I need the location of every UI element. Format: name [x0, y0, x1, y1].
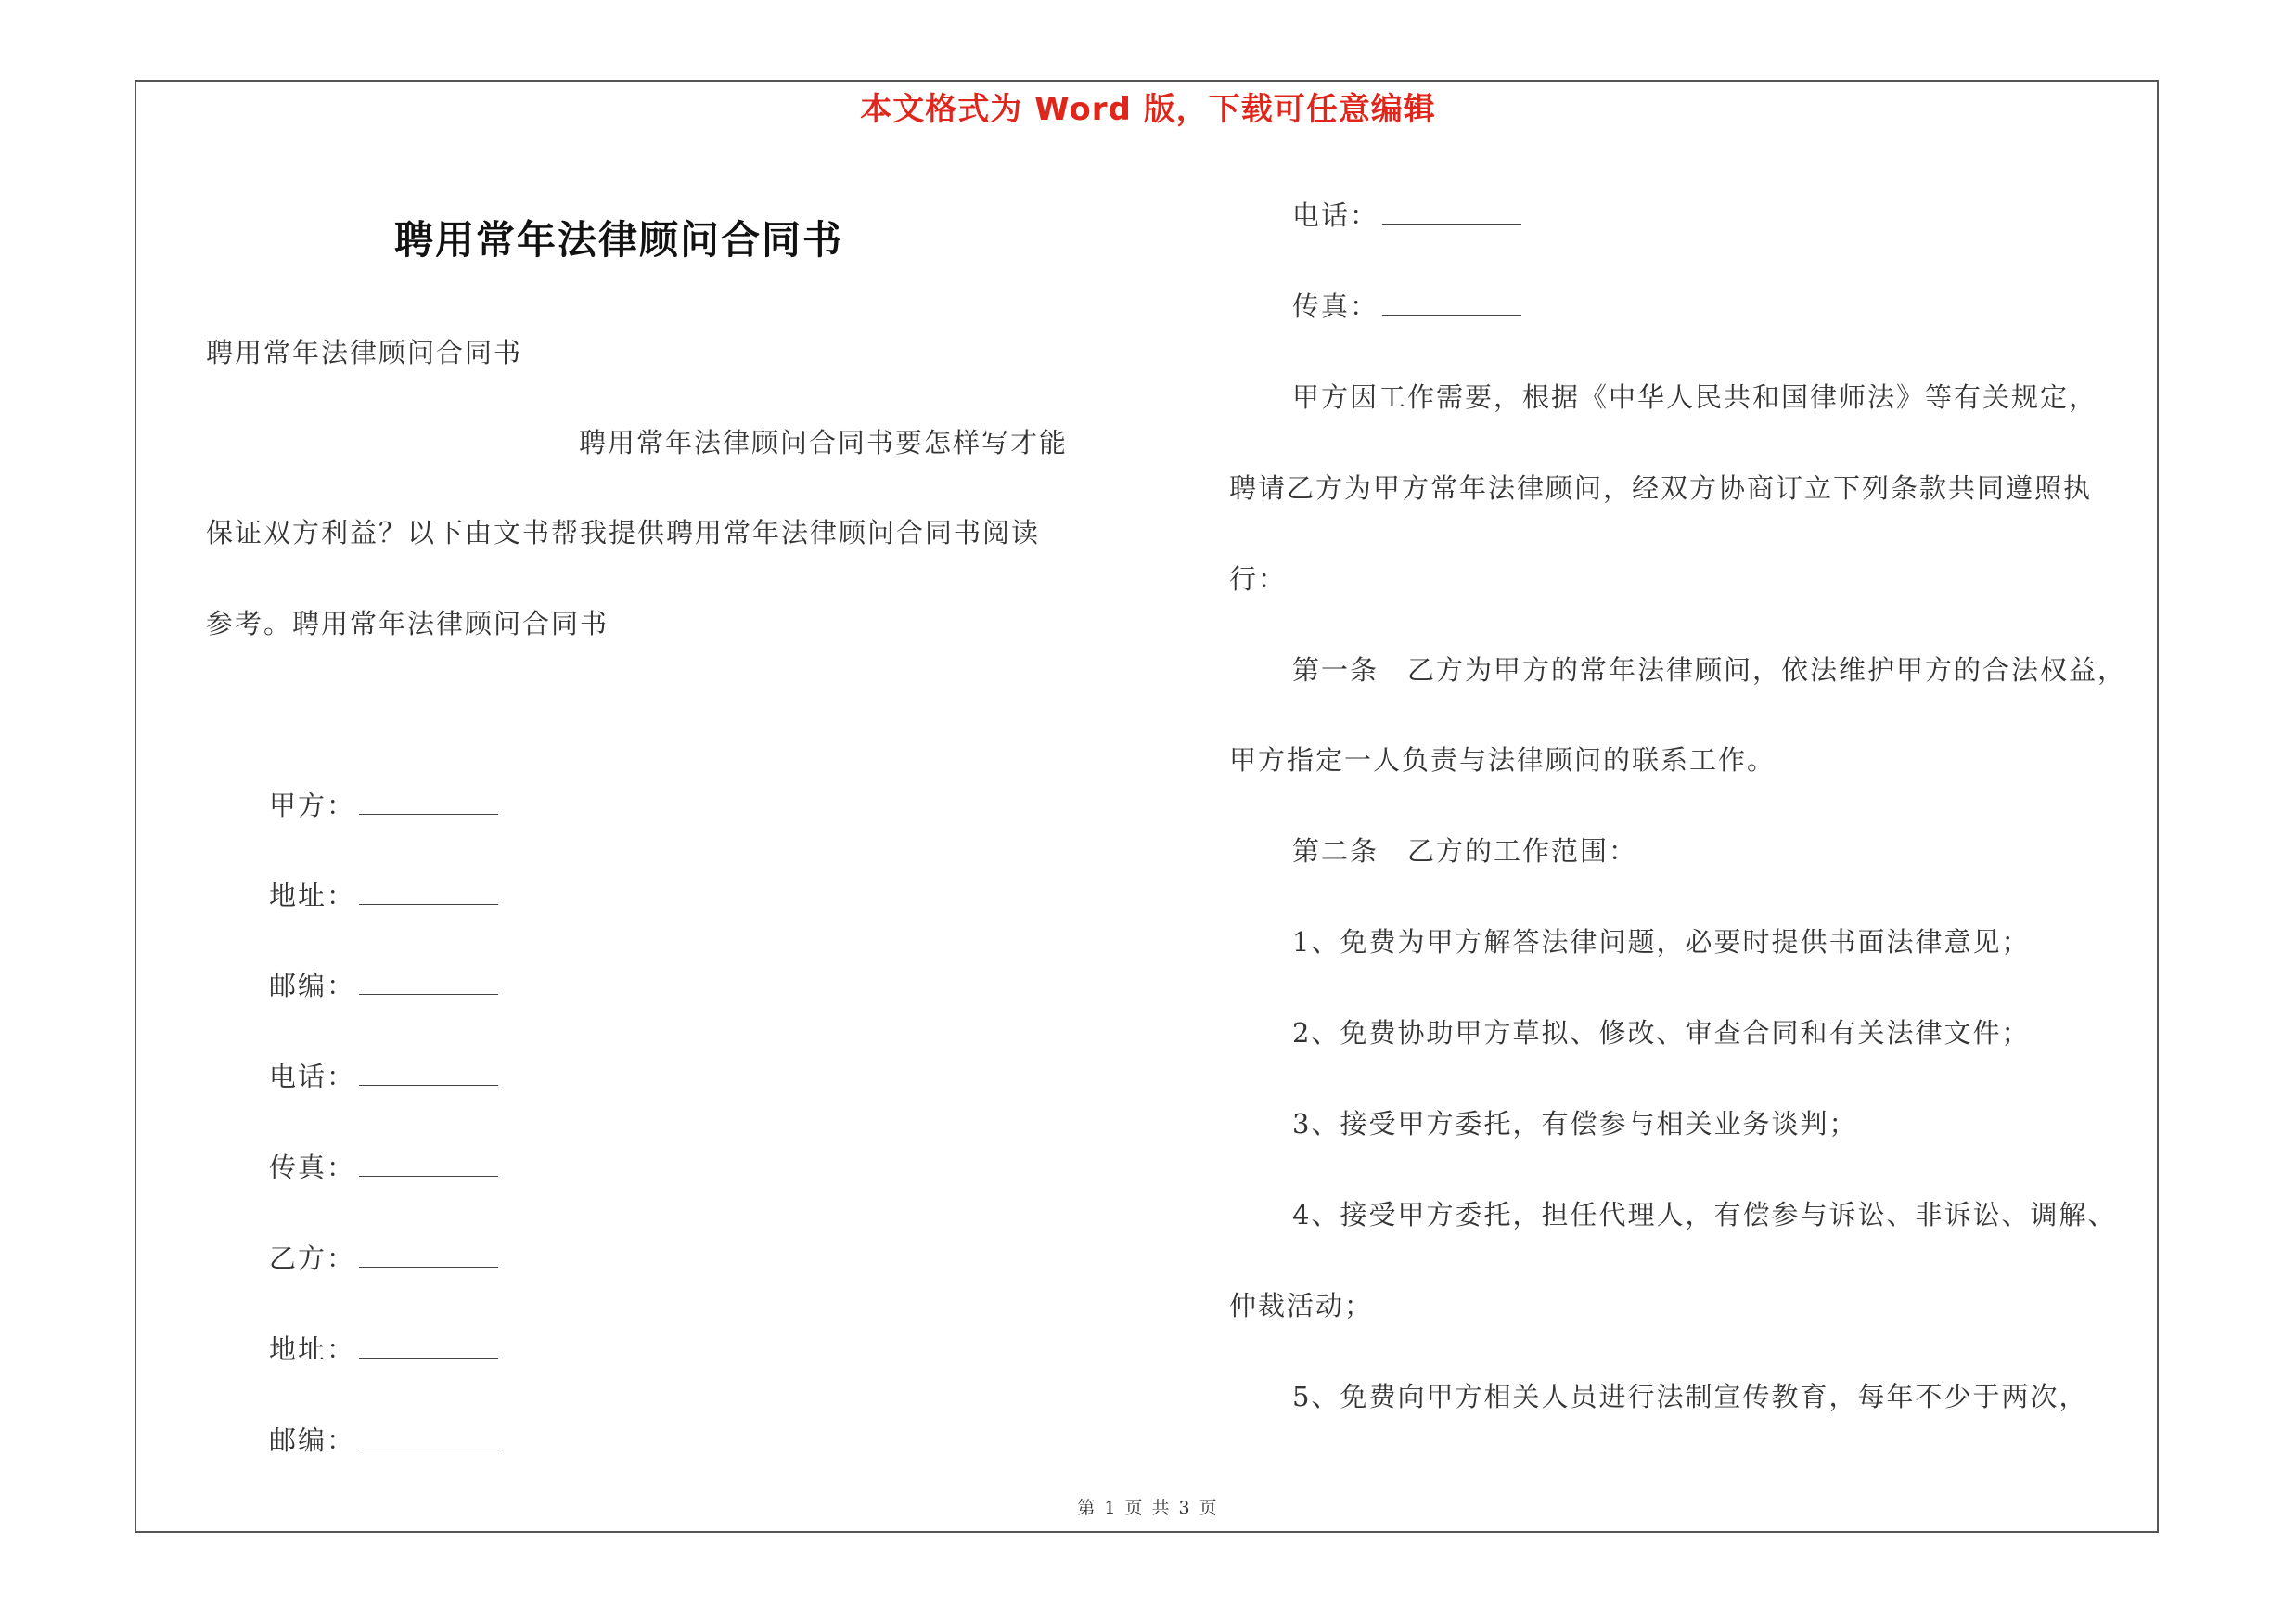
party-a-field	[269, 785, 498, 823]
body-line: 甲方指定一人负责与法律顾问的联系工作。	[1229, 744, 1777, 776]
intro-line-3: 参考。聘用常年法律顾问合同书	[206, 608, 609, 639]
fill-in-blank[interactable]	[359, 1157, 498, 1177]
field-label: 电话：	[1292, 200, 1379, 231]
field-label: 传真：	[269, 1152, 356, 1183]
field-label: 电话：	[269, 1061, 356, 1092]
fill-in-blank[interactable]	[359, 885, 498, 905]
list-item: 4、接受甲方委托，担任代理人，有偿参与诉讼、非诉讼、调解、	[1292, 1199, 2117, 1230]
field-label: 乙方：	[269, 1243, 356, 1274]
list-item: 2、免费协助甲方草拟、修改、审查合同和有关法律文件；	[1292, 1017, 2031, 1049]
fax-a-field	[269, 1147, 498, 1185]
list-item: 1、免费为甲方解答法律问题，必要时提供书面法律意见；	[1292, 926, 2031, 958]
body-line: 行：	[1229, 563, 1288, 595]
fill-in-blank[interactable]	[359, 1430, 498, 1449]
field-label: 甲方：	[269, 790, 356, 821]
postcode-a-field	[269, 965, 498, 1003]
fill-in-blank[interactable]	[359, 975, 498, 995]
article-2-line: 第二条 乙方的工作范围：	[1292, 835, 1638, 867]
page-number-footer: 第 1 页 共 3 页	[1077, 1498, 1219, 1518]
fill-in-blank[interactable]	[1382, 296, 1521, 316]
body-line: 仲裁活动；	[1229, 1290, 1374, 1321]
list-item: 3、接受甲方委托，有偿参与相关业务谈判；	[1292, 1108, 1858, 1140]
field-label: 地址：	[269, 1333, 356, 1365]
field-label: 传真：	[1292, 290, 1379, 322]
address-b-field	[269, 1329, 498, 1367]
fax-b-field	[1292, 286, 1521, 324]
party-b-field	[269, 1238, 498, 1276]
field-label: 邮编：	[269, 970, 356, 1001]
phone-b-field	[1292, 195, 1521, 233]
fill-in-blank[interactable]	[1382, 205, 1521, 225]
body-line: 聘请乙方为甲方常年法律顾问，经双方协商订立下列条款共同遵照执	[1229, 472, 2093, 504]
intro-line-2: 保证双方利益？以下由文书帮我提供聘用常年法律顾问合同书阅读	[206, 517, 1041, 548]
article-1-line: 第一条 乙方为甲方的常年法律顾问，依法维护甲方的合法权益，	[1292, 654, 2127, 686]
phone-a-field	[269, 1056, 498, 1094]
fill-in-blank[interactable]	[359, 1066, 498, 1086]
word-format-banner: 本文格式为 Word 版，下载可任意编辑	[860, 91, 1436, 128]
intro-line-1: 聘用常年法律顾问合同书要怎样写才能	[579, 427, 1069, 458]
body-line: 甲方因工作需要，根据《中华人民共和国律师法》等有关规定，	[1292, 381, 2098, 413]
document-title: 聘用常年法律顾问合同书	[394, 217, 844, 263]
fill-in-blank[interactable]	[359, 1339, 498, 1359]
address-a-field	[269, 875, 498, 913]
subtitle-line: 聘用常年法律顾问合同书	[206, 337, 523, 368]
fill-in-blank[interactable]	[359, 1248, 498, 1268]
list-item: 5、免费向甲方相关人员进行法制宣传教育，每年不少于两次，	[1292, 1381, 2088, 1412]
field-label: 邮编：	[269, 1424, 356, 1456]
field-label: 地址：	[269, 880, 356, 911]
postcode-b-field	[269, 1420, 498, 1458]
fill-in-blank[interactable]	[359, 795, 498, 815]
